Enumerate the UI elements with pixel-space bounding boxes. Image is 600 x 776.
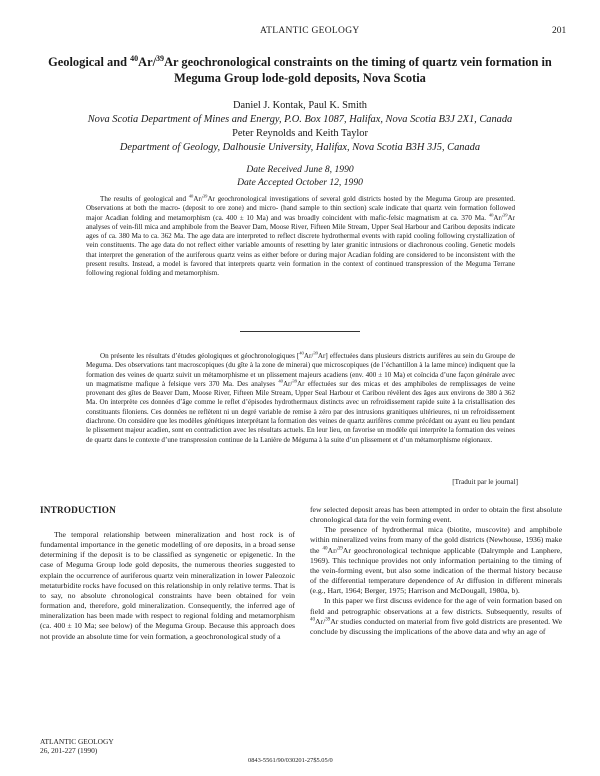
intro-p3-text-3: Ar geochronological technique applicable (Dalrymple and Lanphere, 1969). This technique provides not only information pertaining to the timing of the vein-forming event, but also some indication of the thermal history because of the differential temperature dependence of Ar diffusion in different minerals (e.g., Hart, 1964; Berger, 1975; Harrison and McDougall, 1980a, b). [310, 545, 562, 596]
intro-p4-iso-1: 40 [310, 617, 315, 623]
date-received: Date Received June 8, 1990 [246, 164, 354, 175]
abstract-en-iso-1: 40 [188, 193, 194, 199]
title-isotope-b: 39 [156, 53, 165, 63]
abstract-fr-iso-1: 40 [299, 350, 304, 356]
abstract-en-text-1: The results of geological and [100, 195, 189, 203]
date-accepted: Date Accepted October 12, 1990 [237, 176, 363, 188]
abstract-fr-text-3: Ar] effectuées dans plusieurs districts aurifères au sein du Groupe de Meguma. Des observations tant macroscopiques (du gîte à la zone de minerai) que microscopiques (de l’échantillon à la lame mince) indiquent que la formation des veines de quartz suivit un métamorphisme et un plissement majeurs acadiens (env. 400 ± 10 Ma) et coïncida d’une façon générale avec un magmatisme mafique à felsique vers 370 Ma. Des analyses [86, 352, 515, 388]
abstract-en-text-5: Ar analyses of vein-fill mica and amphibole from the Beaver Dam, Moose River, Fifteen Mile Stream, Upper Seal Harbour and Caribou deposits indicate ages of ca. 380 Ma to ca. 362 Ma. The age data are interpreted to reflect discrete hydrothermal events with rapid cooling following crystallization of vein constituents. The age data do not reflect either variable amounts of resetting by later granitic intrusions or diachronous cooling. Genetic models that interpret the generation of the auriferous quartz veins as either before or during major Acadian folding are considered to be inconsistent with the present results. Instead, a model is favored that interprets quartz vein formation in the context of continued transpression of the Meguma Terrane following regional folding and metamorphism. [86, 213, 515, 278]
footer-journal-name: ATLANTIC GEOLOGY [40, 737, 114, 746]
introduction-paragraph-4 [310, 596, 562, 637]
intro-p4-iso-2: 39 [325, 617, 331, 623]
abstract-english [86, 195, 515, 279]
introduction-paragraph-2: few selected deposit areas has been attempted in order to obtain the first absolute chronological data for the vein forming event. [310, 505, 562, 525]
authors-line-1: Daniel J. Kontak, Paul K. Smith [233, 100, 367, 111]
left-column [40, 505, 295, 642]
intro-p3-text-1: The presence of hydrothermal mica (biotite, muscovite) and amphibole within mineralized veins from many of the gold districts (Newhouse, 1936) make the [310, 525, 562, 555]
abstract-french [86, 352, 515, 445]
abstract-fr-text-2: Ar/ [303, 352, 314, 360]
affiliation-2: Department of Geology, Dalhousie University, Halifax, Nova Scotia B3H 3J5, Canada [119, 142, 481, 153]
running-head-journal: ATLANTIC GEOLOGY [260, 26, 360, 36]
title-prefix: Geological and [48, 55, 131, 69]
intro-p3-text-2: Ar/ [327, 545, 338, 555]
intro-p4-text-2: Ar/ [315, 616, 326, 626]
title-rest: Ar geochronological constraints on the timing of quartz vein formation in Meguma Group lode-gold deposits, Nova Scotia [164, 55, 552, 85]
abstract-en-iso-4: 39 [502, 212, 508, 218]
right-column [310, 505, 562, 637]
translation-note: [Traduit par le journal] [452, 478, 518, 486]
abstract-en-text-3: Ar geochronological investigations of several gold districts hosted by the Meguma Group are presented. Observations at both the macro- (deposit to ore zone) and micro- (hand sample to thin section) scale indicate that quartz vein formation followed major Acadian folding and metamorphism (ca. 400 ± 10 Ma) and was broadly coincident with mafic-felsic magmatism at ca. 370 Ma. [86, 195, 515, 222]
article-dates [40, 164, 560, 189]
footer-volume: 26, 201-227 (1990) [40, 746, 98, 755]
abstract-en-iso-3: 40 [488, 212, 494, 218]
title-mid: Ar/ [138, 55, 157, 69]
introduction-paragraph-1: The temporal relationship between mineralization and host rock is of fundamental importance in the genetic modelling of ore deposits, in a broad sense determining if the deposit is to be classified as syngenetic or epigenetic. In the case of Meguma Group lode gold deposits, the numerous theories suggested to explain the occurrence of auriferous quartz vein mineralization in lower Paleozoic metaturbidite rocks have focused on this relationship in only relative terms. That is to say, no absolute chronological constraints have been obtained for vein formation and, therefore, gold mineralization. Consequently, the inferred age of mineralization has been made with respect to regional folding and metamorphism (ca. 400 ± 10 Ma; see below) of the Meguma Group. Because this approach does not provide an absolute time for vein formation, a geochronological study of a [40, 530, 295, 641]
intro-p3-iso-1: 40 [322, 546, 328, 552]
intro-p3-iso-2: 39 [337, 546, 343, 552]
footer-citation [40, 737, 114, 755]
affiliation-1: Nova Scotia Department of Mines and Energy, P.O. Box 1087, Halifax, Nova Scotia B3J 2X1, Canada [87, 114, 513, 125]
intro-p4-text-1: In this paper we first discuss evidence for the age of vein formation based on field and petrographic observations at a few districts. Subsequently, results of [310, 596, 562, 616]
abstract-en-text-4: Ar/ [493, 213, 503, 222]
abstract-en-iso-2: 39 [202, 193, 208, 199]
abstract-fr-text-5: Ar effectuées sur des micas et des amphiboles de remplissages de veine provenant des gîtes de Beaver Dam, Moose River, Fifteen Mile Stream, Upper Seal Harbour et Caribou révèlent des âges aux environs de 380 à 362 Ma. On interprète ces données d’âge comme le reflet d’épisodes hydrothermaux distincts avec un refroidissement rapide suite à la cristallisation des constituants filoniens. Ces données ne reflètent ni un degré variable de remise à zéro par des intrusions granitiques ultérieures, ni un refroidissement diachrone. On considère que les modèles génétiques interprétant la formation des veines de quartz aurifères comme précédant ou ayant eu lieu pendant le plissement majeur acadien, sont en contradiction avec les résultats actuels. En leur lieu, on favorise un modèle qui interprète la formation des veines de quartz dans le contexte d’une transpression continue de la Lanière de Méguma à la suite d’un plissement et d’un métamorphisme régionaux. [86, 379, 515, 444]
abstract-en-text-2: Ar/ [193, 195, 203, 203]
abstract-divider [240, 331, 360, 332]
abstract-fr-iso-4: 39 [292, 378, 298, 384]
abstract-fr-text-1: On présente les résultats d’études géologiques et géochronologiques [ [100, 352, 300, 360]
abstract-fr-iso-2: 39 [313, 350, 318, 356]
intro-p4-text-3: Ar studies conducted on material from five gold districts are presented. We conclude by discussing the implications of the above data and why an age of [310, 616, 562, 636]
abstract-fr-iso-3: 40 [278, 378, 283, 384]
title-isotope-a: 40 [130, 53, 139, 63]
introduction-heading: INTRODUCTION [40, 505, 116, 515]
abstract-fr-text-4: Ar/ [282, 379, 293, 388]
authors-line-2: Peter Reynolds and Keith Taylor [232, 128, 368, 139]
article-title [40, 54, 560, 86]
page-number: 201 [552, 26, 567, 36]
introduction-paragraph-3 [310, 525, 562, 596]
footer-article-code: 0843-5561/90/030201-27$5.05/0 [248, 757, 333, 764]
